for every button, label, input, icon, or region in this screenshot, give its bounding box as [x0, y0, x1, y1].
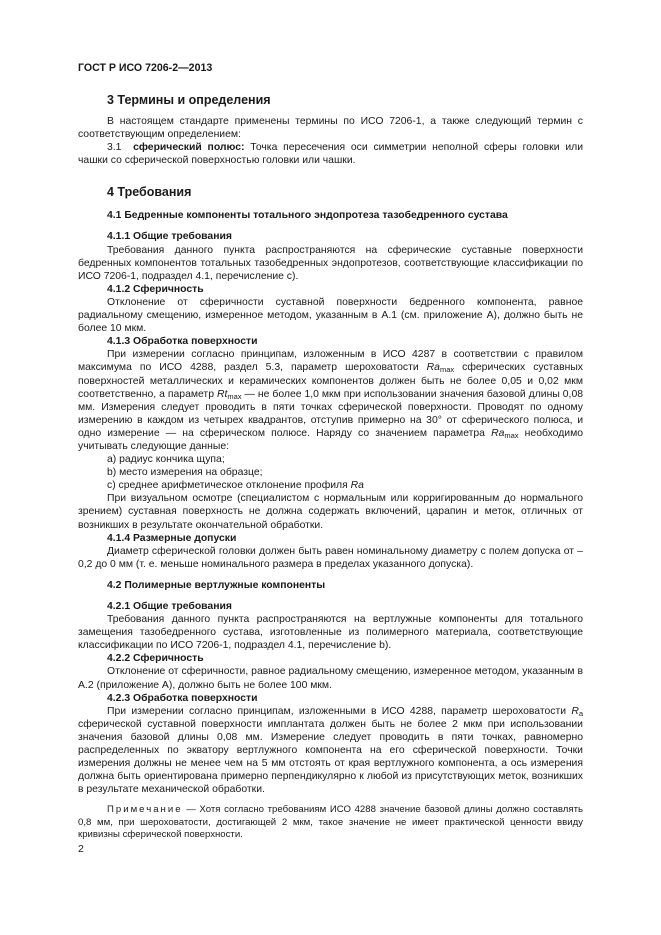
section-4-title: 4 Требования: [107, 185, 192, 200]
list-item-b: b) место измерения на образце;: [107, 467, 263, 479]
term-3-1-definition: Точка пересечения оси симметрии неполной сферы головки или чашки со сферической поверхностью головки или чашки.: [78, 142, 583, 167]
clause-4-1-3-text-part-b: сферических суставных поверхностей металлических и керамических компонентов должен быть не более 0,05 и 0,02 мкм соответственно, а параметр: [78, 362, 584, 400]
clause-4-1-3-title: 4.1.3 Обработка поверхности: [107, 336, 258, 348]
note-label: Примечание: [107, 804, 183, 816]
clause-4-1-3-text: [78, 348, 583, 453]
clause-4-1-3-text-part-d: необходимо учитывать следующие данные:: [78, 427, 583, 452]
param-r-a-subscript: a: [578, 708, 583, 718]
param-ra: Ra: [350, 480, 364, 492]
param-rt-max-subscript: max: [227, 391, 242, 401]
page-number: 2: [78, 843, 84, 855]
clause-4-2-2-title: 4.2.2 Сферичность: [107, 653, 204, 665]
document-body: [78, 92, 583, 842]
param-ra-max-2-subscript: max: [504, 430, 519, 440]
clause-4-1-2-title: 4.1.2 Сферичность: [107, 283, 204, 295]
clause-4-1-1-title: 4.1.1 Общие требования: [107, 231, 232, 243]
list-item-c-text: c) среднее арифметическое отклонение профиля: [107, 480, 348, 492]
param-r-a: R: [571, 705, 579, 717]
clause-4-1-2-text: Отклонение от сферичности суставной поверхности бедренного компонента, равное радиальному смещению, измеренное методом, указанным в А.1 (см. приложение А), должно быть не более 10 мкм.: [78, 296, 583, 335]
clause-4-2-1-title: 4.2.1 Общие требования: [107, 601, 232, 612]
subsection-4-2-title: 4.2 Полимерные вертлужные компоненты: [107, 579, 326, 591]
clause-4-2-3-text-part-a: При измерении согласно принципам, изложенными в ИСО 4288, параметр шероховатости: [107, 705, 567, 717]
param-ra-max: Ra: [426, 362, 440, 374]
term-3-1: [78, 141, 583, 167]
param-ra-max-2: Ra: [491, 427, 505, 439]
subsection-4-1-title: 4.1 Бедренные компоненты тотального эндопротеза тазобедренного сустава: [107, 210, 508, 222]
section-3-title: 3 Термины и определения: [107, 93, 271, 107]
param-rt-max: Rt: [216, 388, 228, 400]
param-ra-max-subscript: max: [439, 365, 455, 375]
clause-4-2-1-text: Требования данного пункта распространяются на вертлужные компоненты для тотального замещения тазобедренного сустава, изготовленные из полимерного материала, соответствующие классификации по ИСО 7206-1, подраздел 4.1, перечисление b).: [78, 614, 583, 652]
note-text: — Хотя согласно требованиям ИСО 4288 значение базовой длины должно составлять 0,8 мм, при шероховатости, достигающей 2 мкм, такое значение не имеет практической ценности ввиду кривизны сферической поверхности.: [78, 804, 583, 841]
list-item-c: [78, 479, 583, 492]
term-3-1-name: сферический полюс:: [133, 142, 245, 154]
document-code: ГОСТ Р ИСО 7206-2—2013: [78, 62, 213, 74]
clause-4-1-4-text: Диаметр сферической головки должен быть равен номинальному диаметру с полем допуска от –0,2 до 0 мм (т. е. меньше номинального размера в пределах указанного допуска).: [78, 545, 583, 570]
clause-4-2-3-title: 4.2.3 Обработка поверхности: [107, 692, 258, 704]
clause-4-2-3-text-part-b: сферической суставной поверхности имплантата должен быть не более 2 мкм при использовании значения базовой длины 0,08 мм. Измерение следует проводить в пяти точках, равномерно распределенных по экватору вертлужного компонента на его сферической поверхности. Точки измерения должны не менее чем на 5 мм отстоять от края вертлужного компонента, а ось измерения должна быть ориентирована примерно перпендикулярно к любой из присутствующих меток, возникших в результате механической обработки.: [78, 718, 583, 796]
term-3-1-number: 3.1: [107, 142, 122, 154]
clause-4-1-4-title: 4.1.4 Размерные допуски: [107, 532, 237, 544]
clause-4-2-3-text: [78, 705, 583, 797]
clause-4-2-2-text: Отклонение от сферичности, равное радиальному смещению, измеренное методом, указанным в А.2 (приложение А), должно быть не более 100 мкм.: [78, 666, 583, 691]
clause-4-1-3-visual: При визуальном осмотре (специалистом с нормальным или корригированным до нормального зрением) суставная поверхность не должна содержать включений, царапин и меток, отличных от возникших в результате окончательной обработки.: [78, 493, 583, 531]
list-item-a: a) радиус кончика щупа;: [107, 454, 225, 466]
clause-4-1-1-text: Требования данного пункта распространяются на сферические суставные поверхности бедренных компонентов тотальных тазобедренных эндопротезов, соответствующие классификации по ИСО 7206-1, подраздел 4.1, перечисление с).: [78, 244, 583, 282]
note: [78, 804, 583, 841]
clause-4-1-3-text-part-c: — не более 1,0 мкм при использовании значения базовой длины 0,08 мм. Измерения следует проводить в пяти точках сферической поверхности. Проводят по одному измерению в каждом из четырех квадрантов, отступив примерно на 30° от сферического полюса, и одно измерение — на сферическом полюсе. Наряду со значением параметра: [78, 388, 583, 439]
section-3-intro: В настоящем стандарте применены термины по ИСО 7206-1, а также следующий термин с соответствующим определением:: [78, 116, 583, 141]
clause-4-1-3-text-part-a: При измерении согласно принципам, изложенным в ИСО 4287 в соответствии с правилом максимума по ИСО 4288, раздел 5.3, параметр шероховатости: [78, 349, 583, 374]
